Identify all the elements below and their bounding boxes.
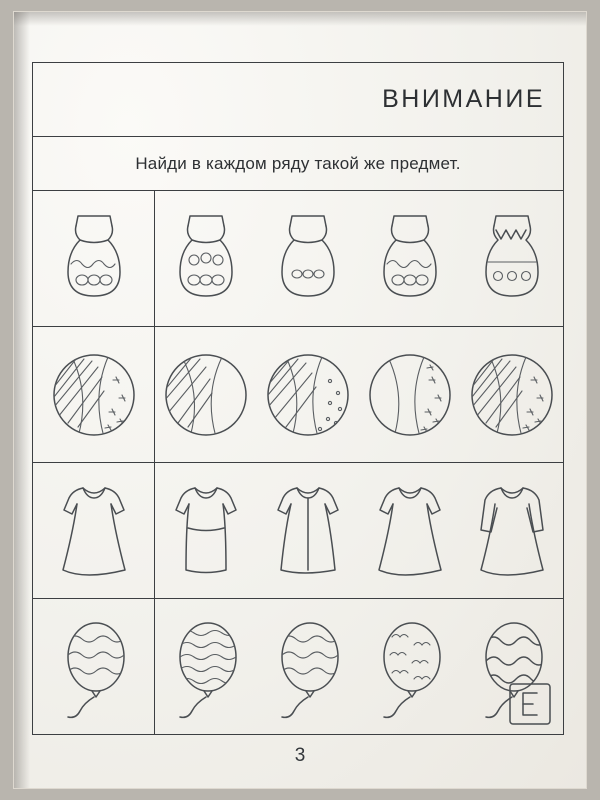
instruction-band	[33, 137, 563, 191]
row-dresses	[33, 463, 563, 599]
row-vases-options	[155, 191, 563, 326]
dress-sample[interactable]	[44, 466, 144, 596]
dress-option-4[interactable]	[462, 466, 562, 596]
page-number: 3	[294, 745, 306, 766]
row-vases	[33, 191, 563, 327]
vase-option-4[interactable]	[462, 194, 562, 324]
ball-option-3[interactable]	[360, 330, 460, 460]
balloon-option-3[interactable]	[360, 602, 460, 732]
vase-option-2[interactable]	[258, 194, 358, 324]
scanned-page	[14, 12, 586, 788]
ball-option-4[interactable]	[462, 330, 562, 460]
exercise-rows	[33, 191, 563, 734]
page-shadow-top	[14, 12, 586, 26]
dress-option-2[interactable]	[258, 466, 358, 596]
worksheet-frame	[32, 62, 564, 735]
ball-option-1[interactable]	[156, 330, 256, 460]
balloon-sample[interactable]	[44, 602, 144, 732]
page-shadow-left	[14, 12, 30, 788]
vase-sample[interactable]	[44, 194, 144, 324]
page-title: ВНИМАНИЕ	[382, 85, 545, 113]
dress-option-1[interactable]	[156, 466, 256, 596]
row-vases-sample-cell	[33, 191, 155, 326]
row-dresses-sample-cell	[33, 463, 155, 598]
row-balls-sample-cell	[33, 327, 155, 462]
page-surface	[14, 12, 586, 788]
row-balls-options	[155, 327, 563, 462]
dress-option-3[interactable]	[360, 466, 460, 596]
title-band	[33, 63, 563, 137]
publisher-logo-icon	[507, 681, 553, 727]
vase-option-1[interactable]	[156, 194, 256, 324]
row-dresses-options	[155, 463, 563, 598]
row-balloons-options	[155, 599, 563, 735]
row-balloons	[33, 599, 563, 735]
vase-option-3[interactable]	[360, 194, 460, 324]
row-balloons-sample-cell	[33, 599, 155, 735]
ball-option-2[interactable]	[258, 330, 358, 460]
ball-sample[interactable]	[44, 330, 144, 460]
balloon-option-1[interactable]	[156, 602, 256, 732]
instruction-text: Найди в каждом ряду такой же предмет.	[135, 153, 461, 173]
balloon-option-2[interactable]	[258, 602, 358, 732]
row-balls	[33, 327, 563, 463]
